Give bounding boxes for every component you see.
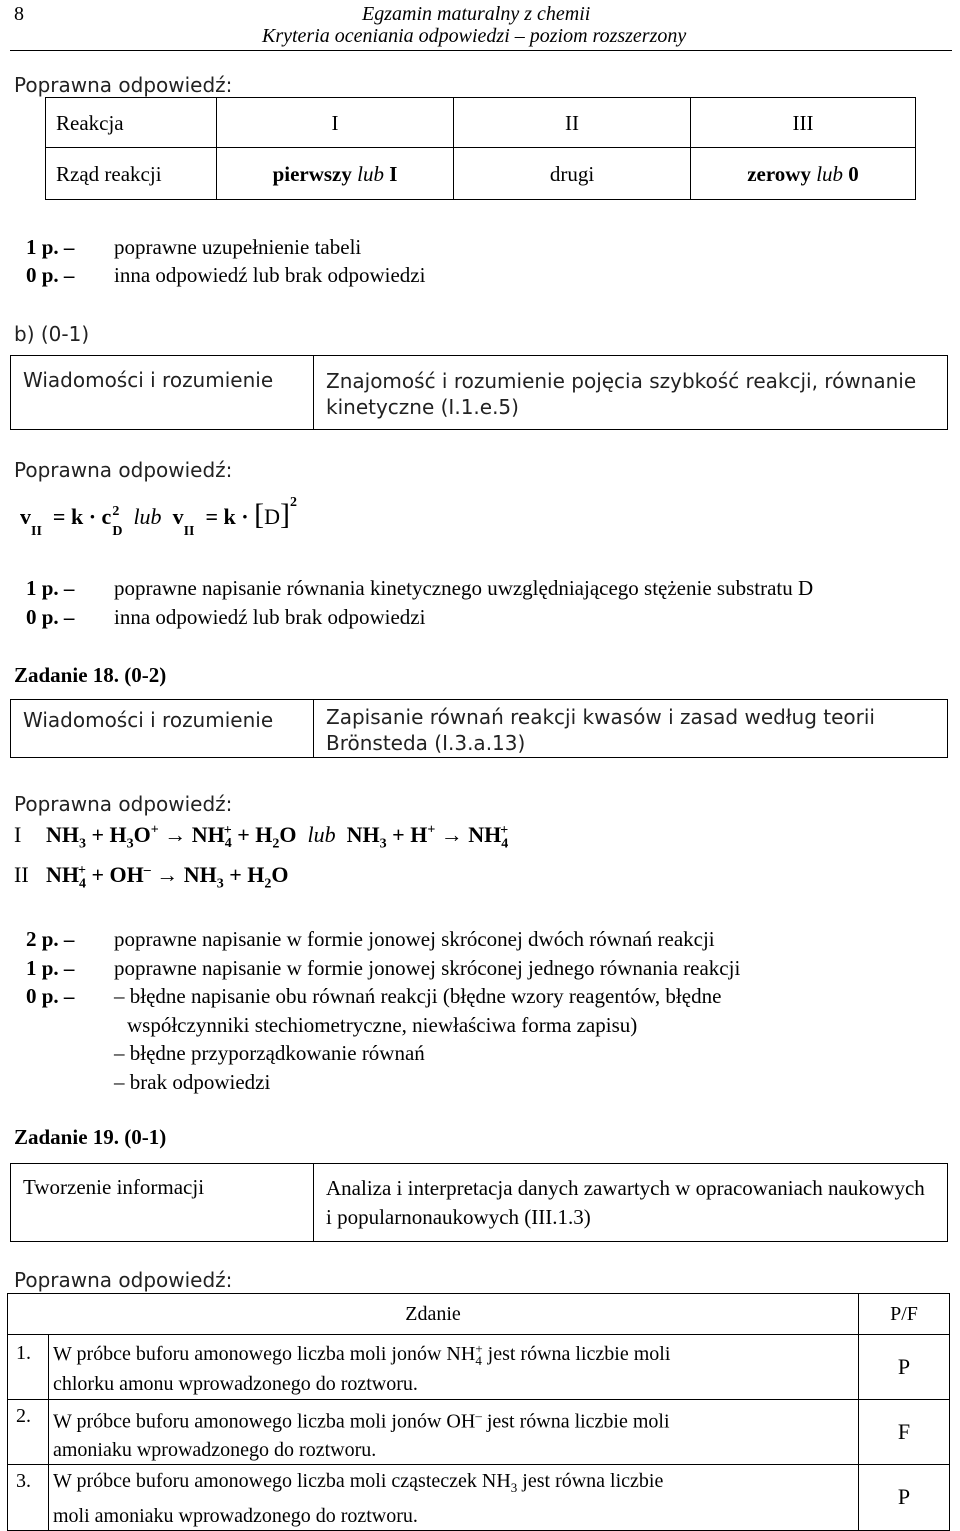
requirements-18 (10, 699, 948, 758)
table-header-i: I (217, 98, 454, 148)
answer-label: Poprawna odpowiedź: (14, 73, 233, 97)
answer-label-18: Poprawna odpowiedź: (14, 792, 233, 816)
table-header-ii: II (454, 98, 691, 148)
req-left-19: Tworzenie informacji (11, 1164, 314, 1242)
scoring-b: 1 p. – poprawne napisanie równania kinetycznego uwzględniającego stężenie substratu D 0 p. – inna odpowiedź lub brak odpowiedzi (26, 576, 814, 629)
table-cell-order-iii: zerowy lub 0 (691, 148, 916, 200)
scoring-18: 2 p. – poprawne napisanie w formie jonowej skróconej dwóch równań reakcji 1 p. – poprawne napisanie w formie jonowej skróconej jednego równania reakcji 0 p. – – błędne napisanie obu równań reakcji (błędne wzory reagentów, błędne współczynniki stechiometryczne, niewłaściwa forma zapisu) – błędne przyporządkowanie równań – brak odpowiedzi (26, 927, 741, 1094)
task19-heading: Zadanie 19. (0-1) (14, 1125, 167, 1149)
header-rule (10, 50, 952, 51)
req-left-b: Wiadomości i rozumienie (11, 356, 314, 430)
header-title: Egzamin maturalny z chemii (362, 3, 591, 25)
answer-cell: P (859, 1464, 950, 1530)
header-pf: P/F (859, 1294, 950, 1335)
header-subtitle: Kryteria oceniania odpowiedzi – poziom rozszerzony (262, 25, 687, 47)
requirements-19 (10, 1163, 948, 1242)
equation-i: I $NH_3 + H_3O^+ \to NH_4^+ + H_2O$ lub $NH_3 + H^+ \to NH_4^+$ (14, 822, 509, 852)
answer-cell: P (859, 1335, 950, 1400)
table-header-iii: III (691, 98, 916, 148)
table-row: 3. W próbce buforu amonowego liczba moli cząsteczek $NH_3$ jest równa liczbie moli amoniaku wprowadzonego do roztworu. P (8, 1464, 950, 1530)
answer-label-b: Poprawna odpowiedź: (14, 458, 233, 482)
req-right-19: Analiza i interpretacja danych zawartych w opracowaniach naukowych i popularnonaukowych (III.1.3) (314, 1164, 948, 1242)
page-number: 8 (14, 3, 24, 25)
req-left-18: Wiadomości i rozumienie (11, 700, 314, 758)
task18-heading: Zadanie 18. (0-2) (14, 663, 167, 687)
scoring-a: 1 p. – poprawne uzupełnienie tabeli 0 p. – inna odpowiedź lub brak odpowiedzi (26, 235, 426, 287)
section-b-heading: b) (0-1) (14, 322, 90, 346)
req-right-18: Zapisanie równań reakcji kwasów i zasad według teorii Brönsteda (I.3.a.13) (314, 700, 948, 758)
req-right-b: Znajomość i rozumienie pojęcia szybkość reakcji, równanie kinetyczne (I.1.e.5) (314, 356, 948, 430)
requirements-b (10, 355, 948, 430)
answer-label-19: Poprawna odpowiedź: (14, 1268, 233, 1292)
order-table (45, 97, 916, 200)
table-header-reaction: Reakcja (46, 98, 217, 148)
table-row: 2. W próbce buforu amonowego liczba moli jonów OH– jest równa liczbie moli amoniaku wprowadzonego do roztworu. F (8, 1400, 950, 1465)
table-cell-order-ii: drugi (454, 148, 691, 200)
kinetic-equation: $v_{II} = k \cdot c2$ D lub $v_{II} = k \cdot [D]^2$ (20, 494, 297, 540)
equation-ii: II $NH_4^+ + OH^- \to NH_3 + H_2O$ (14, 862, 289, 892)
table-row-label: Rząd reakcji (46, 148, 217, 200)
table-cell-order-i: pierwszy lub I (217, 148, 454, 200)
table-row: 1. W próbce buforu amonowego liczba moli jonów NH+ 4 jest równa liczbie moli chlorku amonu wprowadzonego do roztworu. P (8, 1335, 950, 1400)
answer-cell: F (859, 1400, 950, 1465)
pf-table (7, 1293, 950, 1531)
header-statement: Zdanie (8, 1294, 859, 1335)
